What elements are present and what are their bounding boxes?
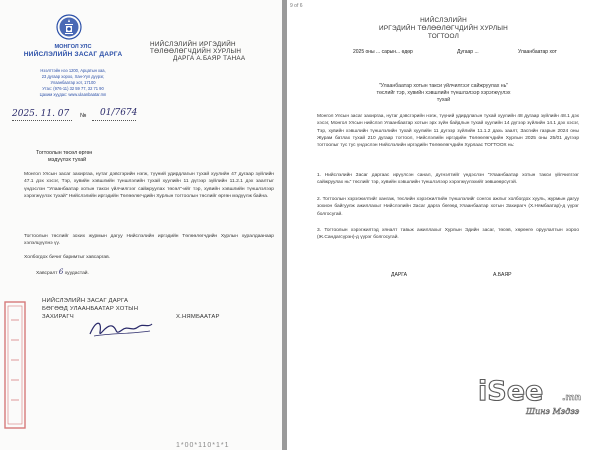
resolution-paragraph: 3. Тогтоолын хэрэгжилтэд хяналт тавьж ажиллахыг Хурлын Эдийн засаг, төсөв, хөрөнгө оруулалтын хороо (Ж.Сандагсүрэн)-д үүрэг болгосугай.	[317, 228, 579, 241]
resolution-city: Улаанбаатар хот	[518, 49, 557, 55]
attachment-count-handwritten: 6	[58, 268, 64, 276]
letter-number-handwritten: 01/7674	[100, 108, 138, 118]
letter-subject: Тогтоолын төсөл өргөн	[36, 150, 93, 156]
resolution-signer-title: ДАРГА	[391, 272, 408, 278]
footer-code: 1*00*110*1*1	[176, 442, 230, 449]
addressee-line: НИЙСЛЭЛИЙН ИРГЭДИЙН	[150, 41, 236, 48]
isee-watermark-logo	[476, 370, 596, 420]
resolution-date: 2025 оны ... сарын... өдөр	[353, 49, 413, 55]
resolution-header: НИЙСЛЭЛИЙН	[420, 17, 467, 24]
attachment-suffix: хуудастай.	[64, 271, 89, 276]
red-stamp-icon	[2, 300, 28, 430]
resolution-signer-name: А.БАЯР	[493, 272, 512, 278]
attachment-label: Хавсралт	[36, 271, 58, 276]
letter-paragraph: Холбогдох бичиг баримтыг хавсаргав.	[24, 255, 111, 260]
resolution-number: Дугаар ...	[457, 49, 479, 55]
org-name: НИЙСЛЭЛИЙН ЗАСАГ ДАРГА	[23, 51, 123, 58]
letter-paragraph: Тогтоолын төслийг зохих журмын дагуу Нийслэлийн иргэдийн Төлөөлөгчдийн Хурлын хуралдаанаар хэлэлцүүлнэ үү.	[24, 234, 274, 247]
page-indicator: 9 of 6	[290, 3, 303, 9]
address-line: Нээлттэйн нээ 1200, Арцатын хаа,	[40, 68, 106, 73]
address-line: Утас: (976-11) 32 59 77, 32 71 90	[42, 86, 104, 91]
watermark-tagline: Шинэ Мэдээ	[526, 407, 580, 416]
resolution-paragraph: 2. Тогтоолын хэрэгжилтийг хангаж, төслийн хэрэгжилтийн түншлэлийг сонгох ажлыг холбогдох хууль, журмын дагуу зохион байгуулж ажиллахыг Нийслэлийн Засаг дарга бөгөөд Улаанбаатар хотын Захирагч (Х.Нямбаатар)-д үүрэг болгосугай.	[317, 197, 579, 217]
address-line: 23 дугаар хороо, Хан-Уул дүүрэг,	[41, 74, 105, 79]
signer-name: Х.НЯМБААТАР	[176, 314, 220, 320]
date-underline	[12, 120, 72, 121]
watermark-tld: .mn	[562, 393, 582, 403]
addressee-line: ДАРГА А.БАЯР ТАНАА	[173, 55, 246, 62]
resolution-subject: "Улаанбаатар хотын такси үйлчилгээг сайжруулах нь"	[378, 83, 509, 89]
resolution-paragraph: 1. Нийслэлийн Засаг даргаас ирүүлсэн санал, дүгнэлтийг үндэслэн "Улаанбаатар хотын такси үйлчилгээг сайжруулах нь" төслийг тэр, хувийн хэвшлийн түншлэлээр хэрэгжүүлэхийг зөвшөөрсүгэй.	[317, 173, 579, 186]
address-line: Цахим хуудас: www.ulaanbaatar.mn	[39, 92, 107, 97]
letter-subject: мэдүүлэх тухай	[48, 157, 87, 163]
letter-paragraph: Монгол Улсын засаг захиргаа, нутаг дэвсгэрийн нэгж, түүний удирдлагын тухай хуулийн 47 дугаар зүйлийн 47.1 дэх хэсэг, Тэр, хувийн хэвшлийн түншлэлийн тухай хуулийн 11 дүгээр зүйлийн 11.2.1 дэх заалтыг үндэслэн "Улаанбаатар хотын такси үйлчилгээг сайжруулах төсөл"-ийг тэр, хувийн хэвшлийн түншлэлээр хэрэгжүүлэх тухай" Нийслэлийн иргэдийн Төлөөлөгчдийн Хурлын тогтоолын төслийг өргөн мэдүүлж байна.	[24, 172, 274, 200]
address-line: Улаанбаатар хот, 17100	[50, 80, 96, 85]
resolution-header: ТОГТООЛ	[427, 33, 460, 40]
resolution-subject: төслийг тэр, хувийн хэвшлийн түншлэлээр хэрэгжүүлэх	[376, 90, 511, 96]
signer-title: ЗАХИРАГЧ	[42, 314, 74, 320]
letter-page	[0, 0, 282, 450]
signer-title: НИЙСЛЭЛИЙН ЗАСАГ ДАРГА	[42, 298, 129, 304]
resolution-paragraph: Монгол Улсын засаг захиргаа, нутаг дэвсгэрийн нэгж, түүний удирдлагын тухай хуулийн 48 дугаар зүйлийн 48.1 дэх хэсэг, Монгол Улсын нийслэл Улаанбаатар хотын эрх зүйн байдлын тухай хуулийн 14 дүгээр зүйлийн 14.1 дэх хэсэг, Тэр, хувийн хэвшлийн түншлэлийн тухай хуулийн 11 дүгээр зүйлийн 11.1.2 дахь заалт, Засгийн газрын 2024 оны Журам батлах тухай 210 дугаар тогтоол, Нийслэлийн иргэдийн Төлөөлөгчдийн Хурлын 2025 оны 25/01 дүгээр тогтоолыг тус тус үндэслэн Нийслэлийн иргэдийн Төлөөлөгчдийн Хурлаас ТОГТООХ нь:	[317, 114, 579, 149]
resolution-subject: тухай	[436, 97, 451, 103]
letter-date-handwritten: 2025. 11. 07	[12, 109, 70, 119]
soyombo-emblem-icon	[56, 14, 82, 40]
watermark-brand: iSee	[478, 376, 544, 407]
attachment-note	[36, 268, 89, 276]
org-country: МОНГОЛ УЛС	[54, 44, 92, 50]
addressee-line: ТӨЛӨӨЛӨГЧДИЙН ХУРЛЫН	[150, 48, 242, 55]
handwritten-signature	[86, 314, 156, 342]
number-sign: №	[80, 113, 87, 119]
signer-title: БӨГӨӨД УЛААНБААТАР ХОТЫН	[42, 306, 139, 312]
number-underline	[92, 120, 136, 121]
resolution-header: ИРГЭДИЙН ТӨЛӨӨЛӨГЧДИЙН ХУРЛЫН	[379, 25, 508, 32]
